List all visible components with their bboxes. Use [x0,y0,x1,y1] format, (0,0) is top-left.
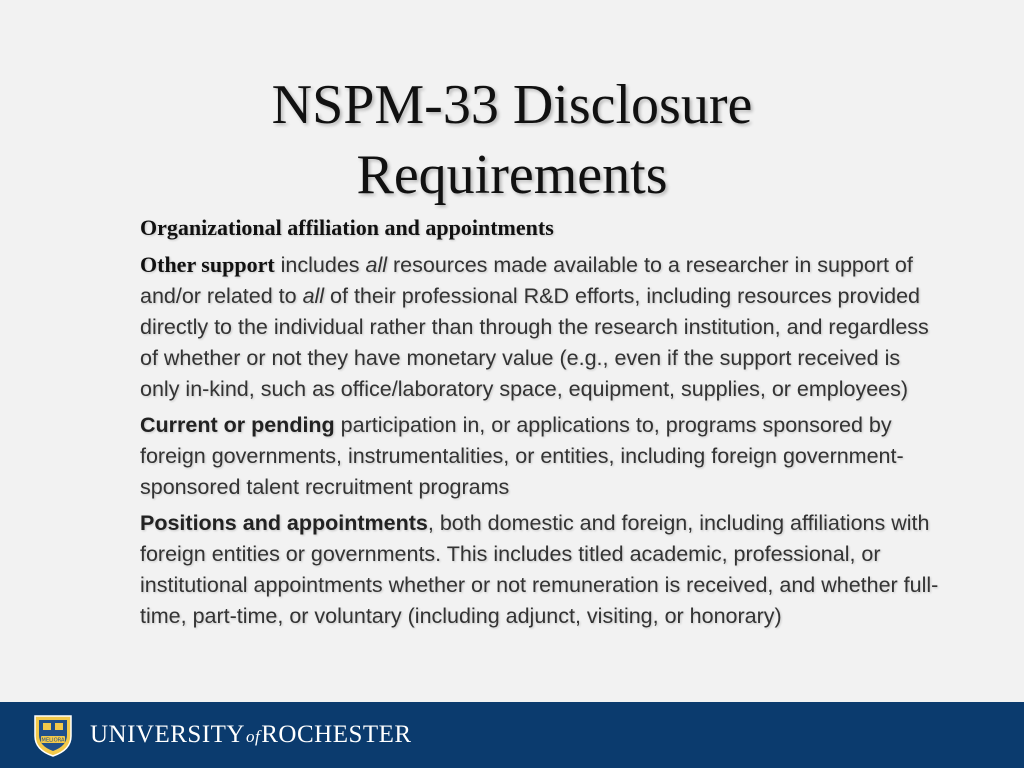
current-pending-heading: Current or pending [140,413,335,437]
paragraph-positions [140,508,940,632]
positions-heading: Positions and appointments [140,511,428,535]
other-support-emphasis-1: all [365,253,388,277]
current-pending-text: participation in, or applications to, programs sponsored by foreign governments, instrumentalities, or entities, including foreign government-sponsored talent recruitment programs [140,413,904,499]
disclosure-list [140,212,940,637]
other-support-heading: Other support [140,252,275,277]
positions-text: , both domestic and foreign, including affiliations with foreign entities or governments. This includes titled academic, professional, or institutional appointments whether or not remuneration is received, and whether full-time, part-time, or voluntary (including adjunct, visiting, or honorary) [140,511,939,628]
slide-title [0,70,1024,210]
other-support-emphasis-2: all [302,284,325,308]
wordmark-of: of [246,727,261,746]
wordmark-rochester: ROCHESTER [261,721,412,748]
title-line-1: NSPM-33 Disclosure [271,74,753,136]
university-seal-icon [30,712,76,758]
footer-bar [0,702,1024,768]
other-support-text-2: resources made available to a researcher in support of and/or related to [140,253,913,308]
paragraph-affiliation [140,212,940,244]
seal-motto: MELIORA [41,737,65,744]
other-support-text-1: includes [274,253,366,277]
other-support-text-3: of their professional R&D efforts, including resources provided directly to the individual rather than through the research institution, and regardless of whether or not they have monetary value (e.g., even if the support received is only in-kind, such as office/laboratory space, equipment, supplies, or employees) [140,284,929,401]
wordmark-university: UNIVERSITY [90,721,245,748]
title-line-2: Requirements [356,144,668,206]
university-wordmark [90,718,412,754]
affiliation-heading: Organizational affiliation and appointments [140,215,554,240]
paragraph-other-support [140,249,940,405]
paragraph-current-pending [140,410,940,503]
